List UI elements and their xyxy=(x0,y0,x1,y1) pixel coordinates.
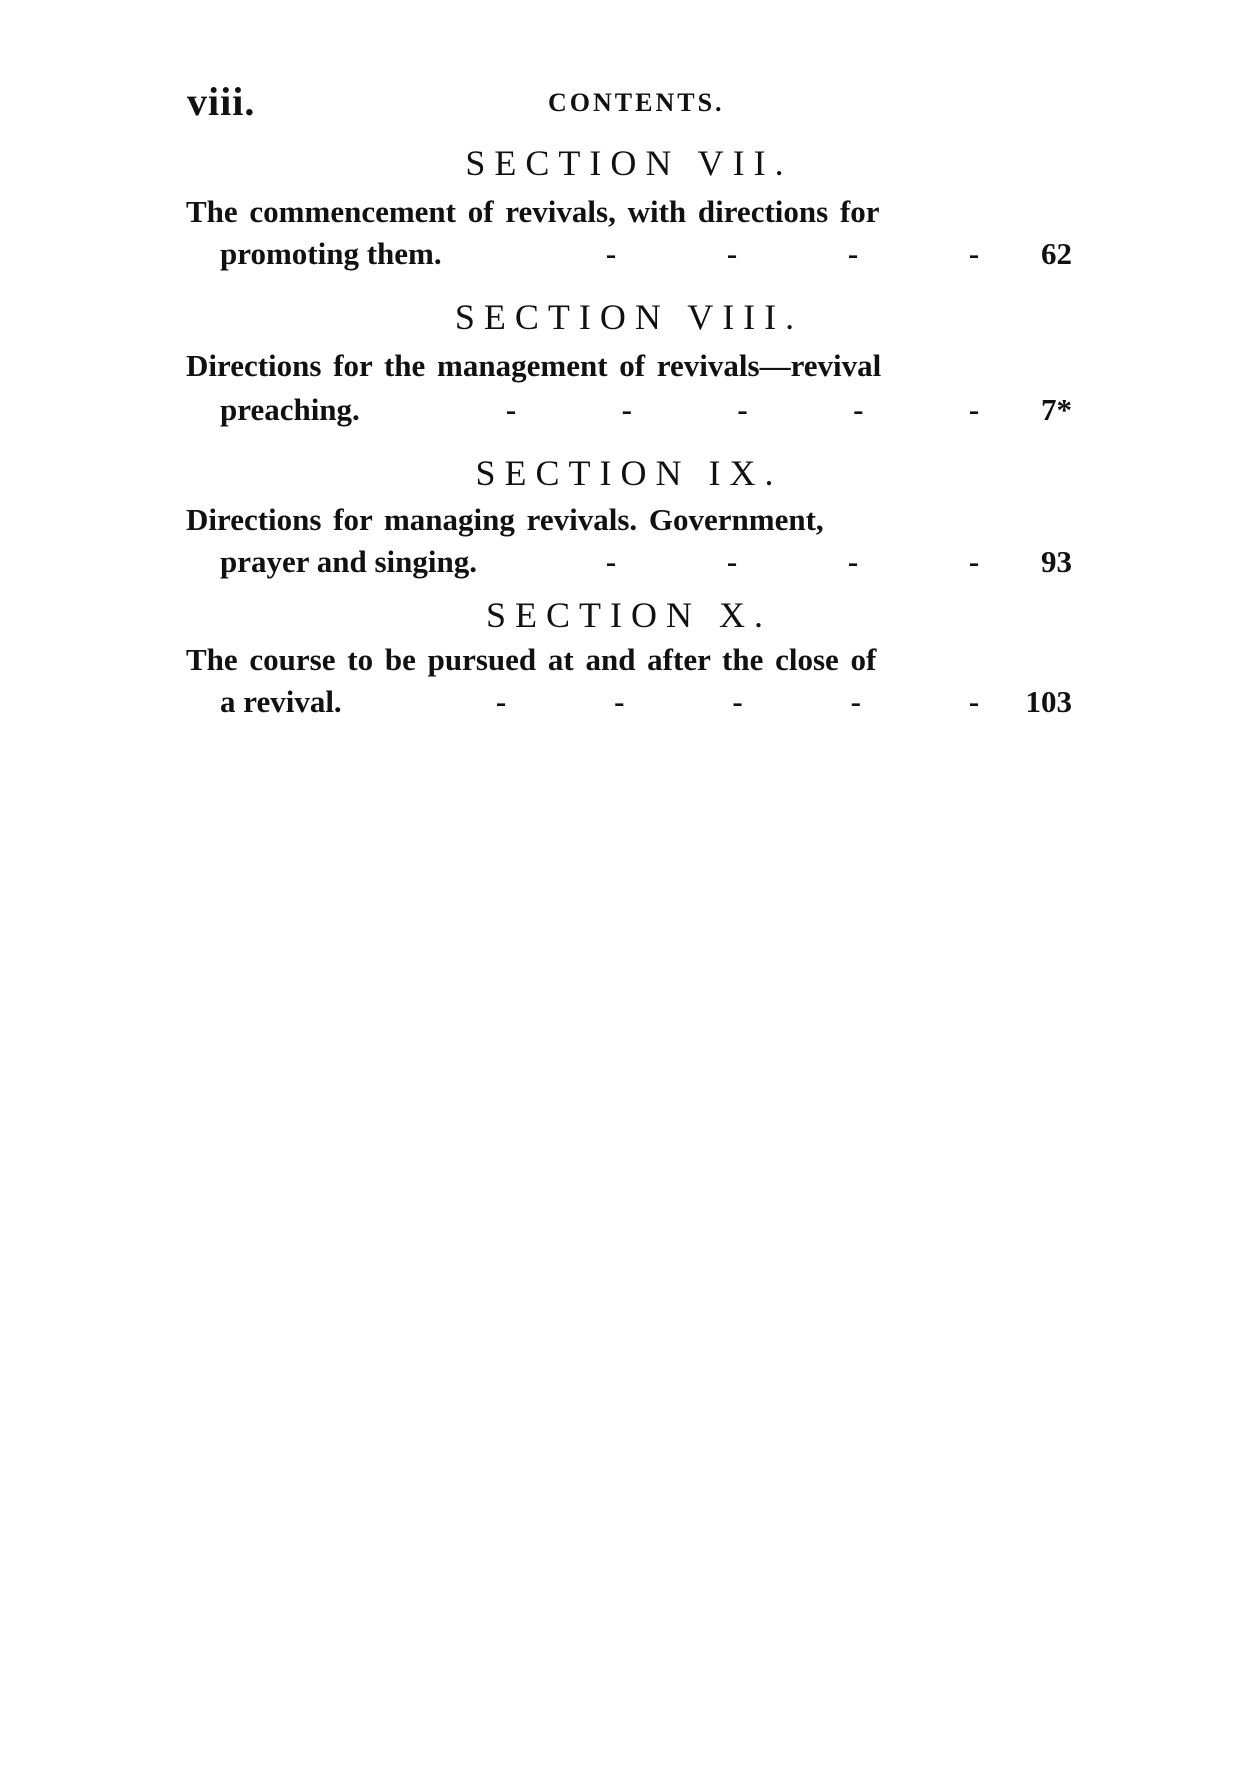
page-number-x: 103 xyxy=(1025,684,1072,719)
entry-continuation-x xyxy=(220,684,1080,724)
page-number-viii: 7* xyxy=(1041,392,1072,427)
entry-continuation-ix xyxy=(220,544,1080,584)
entry-continuation-vii xyxy=(220,236,1080,276)
page-folio: viii. xyxy=(187,79,256,124)
entry-title-continuation: prayer and singing. xyxy=(220,544,477,579)
entry-title-vii: The commencement of revivals, with directions for xyxy=(186,194,880,229)
page-number-ix: 93 xyxy=(1041,544,1072,579)
page-number-vii: 62 xyxy=(1041,236,1072,271)
entry-title-continuation: a revival. xyxy=(220,684,342,719)
entry-title-viii: Directions for the management of revivals—revival xyxy=(186,348,882,383)
entry-title-continuation: preaching. xyxy=(220,392,360,427)
running-head: CONTENTS. xyxy=(548,88,725,117)
section-heading-ix: SECTION IX. xyxy=(475,453,783,493)
entry-continuation-viii xyxy=(220,392,1080,432)
dot-leaders: - - - - - xyxy=(495,684,980,719)
entry-title-continuation: promoting them. xyxy=(220,236,442,271)
section-heading-vii: SECTION VII. xyxy=(465,143,793,183)
section-heading-viii: SECTION VIII. xyxy=(454,297,804,337)
dot-leaders: - - - - - xyxy=(505,392,980,427)
dot-leaders: - - - - xyxy=(605,544,980,579)
dot-leaders: - - - - xyxy=(605,236,980,271)
entry-title-ix: Directions for managing revivals. Government, xyxy=(186,502,824,537)
entry-title-x: The course to be pursued at and after the close of xyxy=(186,642,877,677)
section-heading-x: SECTION X. xyxy=(486,595,772,635)
